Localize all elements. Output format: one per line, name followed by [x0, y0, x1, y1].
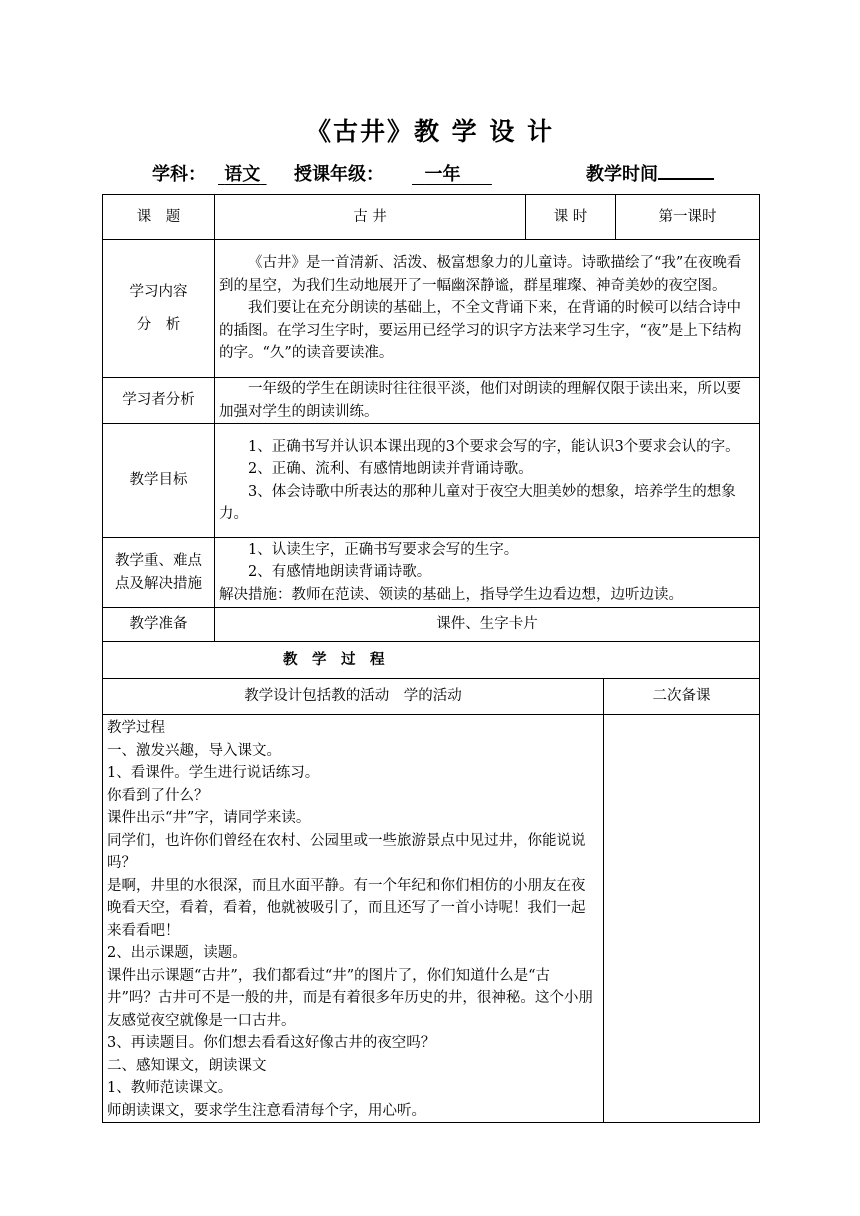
- goal-item: 2、正确、流利、有感情地朗读并背诵诗歌。: [248, 461, 533, 477]
- process-line: 二、感知课文，朗读课文: [107, 1057, 267, 1074]
- process-body: [103, 715, 604, 1123]
- process-line: 1、教师范读课文。: [107, 1080, 233, 1096]
- process-line: 2、出示课题，读题。: [107, 945, 247, 961]
- row-process-header: [103, 679, 760, 715]
- row-topic: [103, 195, 760, 240]
- goal-item: 1、正确书写并认识本课出现的3个要求会写的字，能认识3个要求会认的字。: [248, 438, 740, 455]
- learner-text: [215, 378, 760, 424]
- content-label-line1: 学习内容: [129, 284, 188, 300]
- goals-text: [215, 424, 760, 538]
- key-label-line1: 教学重、难点: [115, 553, 202, 569]
- process-line: 课件出示课题“古井”，我们都看过“井”的图片了，你们知道什么是“古井”吗？古井可不是一般的井，而是有着很多年历史的井，很神秘。这个小朋友感觉夜空就像是一口古井。: [107, 967, 593, 1029]
- subject-value: 语文: [224, 164, 261, 185]
- process-title: 教 学 过 程: [103, 642, 760, 679]
- process-line: 同学们，也许你们曾经在农村、公园里或一些旅游景点中见过井，你能说说吗？: [107, 832, 586, 871]
- row-content: [103, 240, 760, 378]
- content-text: [215, 240, 760, 378]
- row-learner: [103, 378, 760, 424]
- row-process-body: [103, 715, 760, 1123]
- process-line: 课件出示“井”字，请同学来读。: [107, 810, 311, 826]
- content-paragraph-2: 我们要让在充分朗读的基础上，不全文背诵下来，在背诵的时候可以结合诗中的插图。在学习生字时，要运用已经学习的识字方法来学习生字，“夜”是上下结构的字。“久”的读音要读准。: [219, 300, 742, 362]
- prep-value: 课件、生字卡片: [215, 608, 760, 642]
- content-label-line2: 分 析: [136, 316, 181, 333]
- grade-label: 授课年级：: [294, 164, 384, 185]
- process-line: 1、看课件。学生进行说话练习。: [107, 765, 320, 781]
- process-line: 教学过程: [107, 720, 165, 736]
- key-text: [215, 538, 760, 608]
- prep-label: 教学准备: [103, 608, 215, 642]
- row-key: [103, 538, 760, 608]
- key-label: [103, 538, 215, 608]
- process-line: 一、激发兴趣，导入课文。: [107, 742, 281, 759]
- content-paragraph-1: 《古井》是一首清新、活泼、极富想象力的儿童诗。诗歌描绘了“我”在夜晚看到的星空，为我们生动地展开了一幅幽深静谧，群星璀璨、神奇美妙的夜空图。: [219, 255, 742, 294]
- time-label: 教学时间: [586, 160, 658, 186]
- grade-value: 一年: [424, 164, 461, 185]
- row-prep: [103, 608, 760, 642]
- hour-value: 第一课时: [616, 195, 760, 240]
- learner-label: 学习者分析: [103, 378, 215, 424]
- process-line: 是啊，井里的水很深，而且水面平静。有一个年纪和你们相仿的小朋友在夜晚看天空，看着，看着，他就被吸引了，而且还写了一首小诗呢！我们一起来看看吧！: [107, 877, 586, 939]
- topic-label: 课 题: [103, 195, 215, 240]
- process-line: 3、再读题目。你们想去看看这好像古井的夜空吗？: [107, 1035, 436, 1051]
- hour-label: 课 时: [526, 195, 616, 240]
- topic-value: 古 井: [215, 195, 526, 240]
- learner-paragraph: 一年级的学生在朗读时往往很平淡，他们对朗读的理解仅限于读出来，所以要加强对学生的朗读训练。: [219, 381, 741, 420]
- key-item: 1、认读生字，正确书写要求会写的生字。: [248, 541, 519, 558]
- lesson-table: [102, 194, 760, 1123]
- key-item: 2、有感情地朗读背诵诗歌。: [248, 564, 432, 581]
- key-label-line2: 点及解决措施: [115, 575, 202, 592]
- row-process-title: [103, 642, 760, 679]
- second-prep-cell: [604, 715, 760, 1123]
- goals-label: 教学目标: [103, 424, 215, 538]
- header-line: [152, 160, 752, 190]
- content-label: [103, 240, 215, 378]
- document-title: 《古井》教 学 设 计: [305, 117, 555, 146]
- process-line: 你看到了什么？: [107, 787, 209, 804]
- process-line: 师朗读课文，要求学生注意看清每个字，用心听。: [107, 1102, 426, 1119]
- process-header-left: 教学设计包括教的活动 学的活动: [103, 679, 604, 715]
- time-blank: [658, 160, 714, 180]
- row-goals: [103, 424, 760, 538]
- goal-item: 3、体会诗歌中所表达的那种儿童对于夜空大胆美妙的想象，培养学生的想象力。: [219, 483, 736, 522]
- key-measure: 解决措施：教师在范读、领读的基础上，指导学生边看边想，边听边读。: [219, 586, 683, 603]
- process-header-right: 二次备课: [604, 679, 760, 715]
- subject-label: 学科：: [152, 164, 206, 185]
